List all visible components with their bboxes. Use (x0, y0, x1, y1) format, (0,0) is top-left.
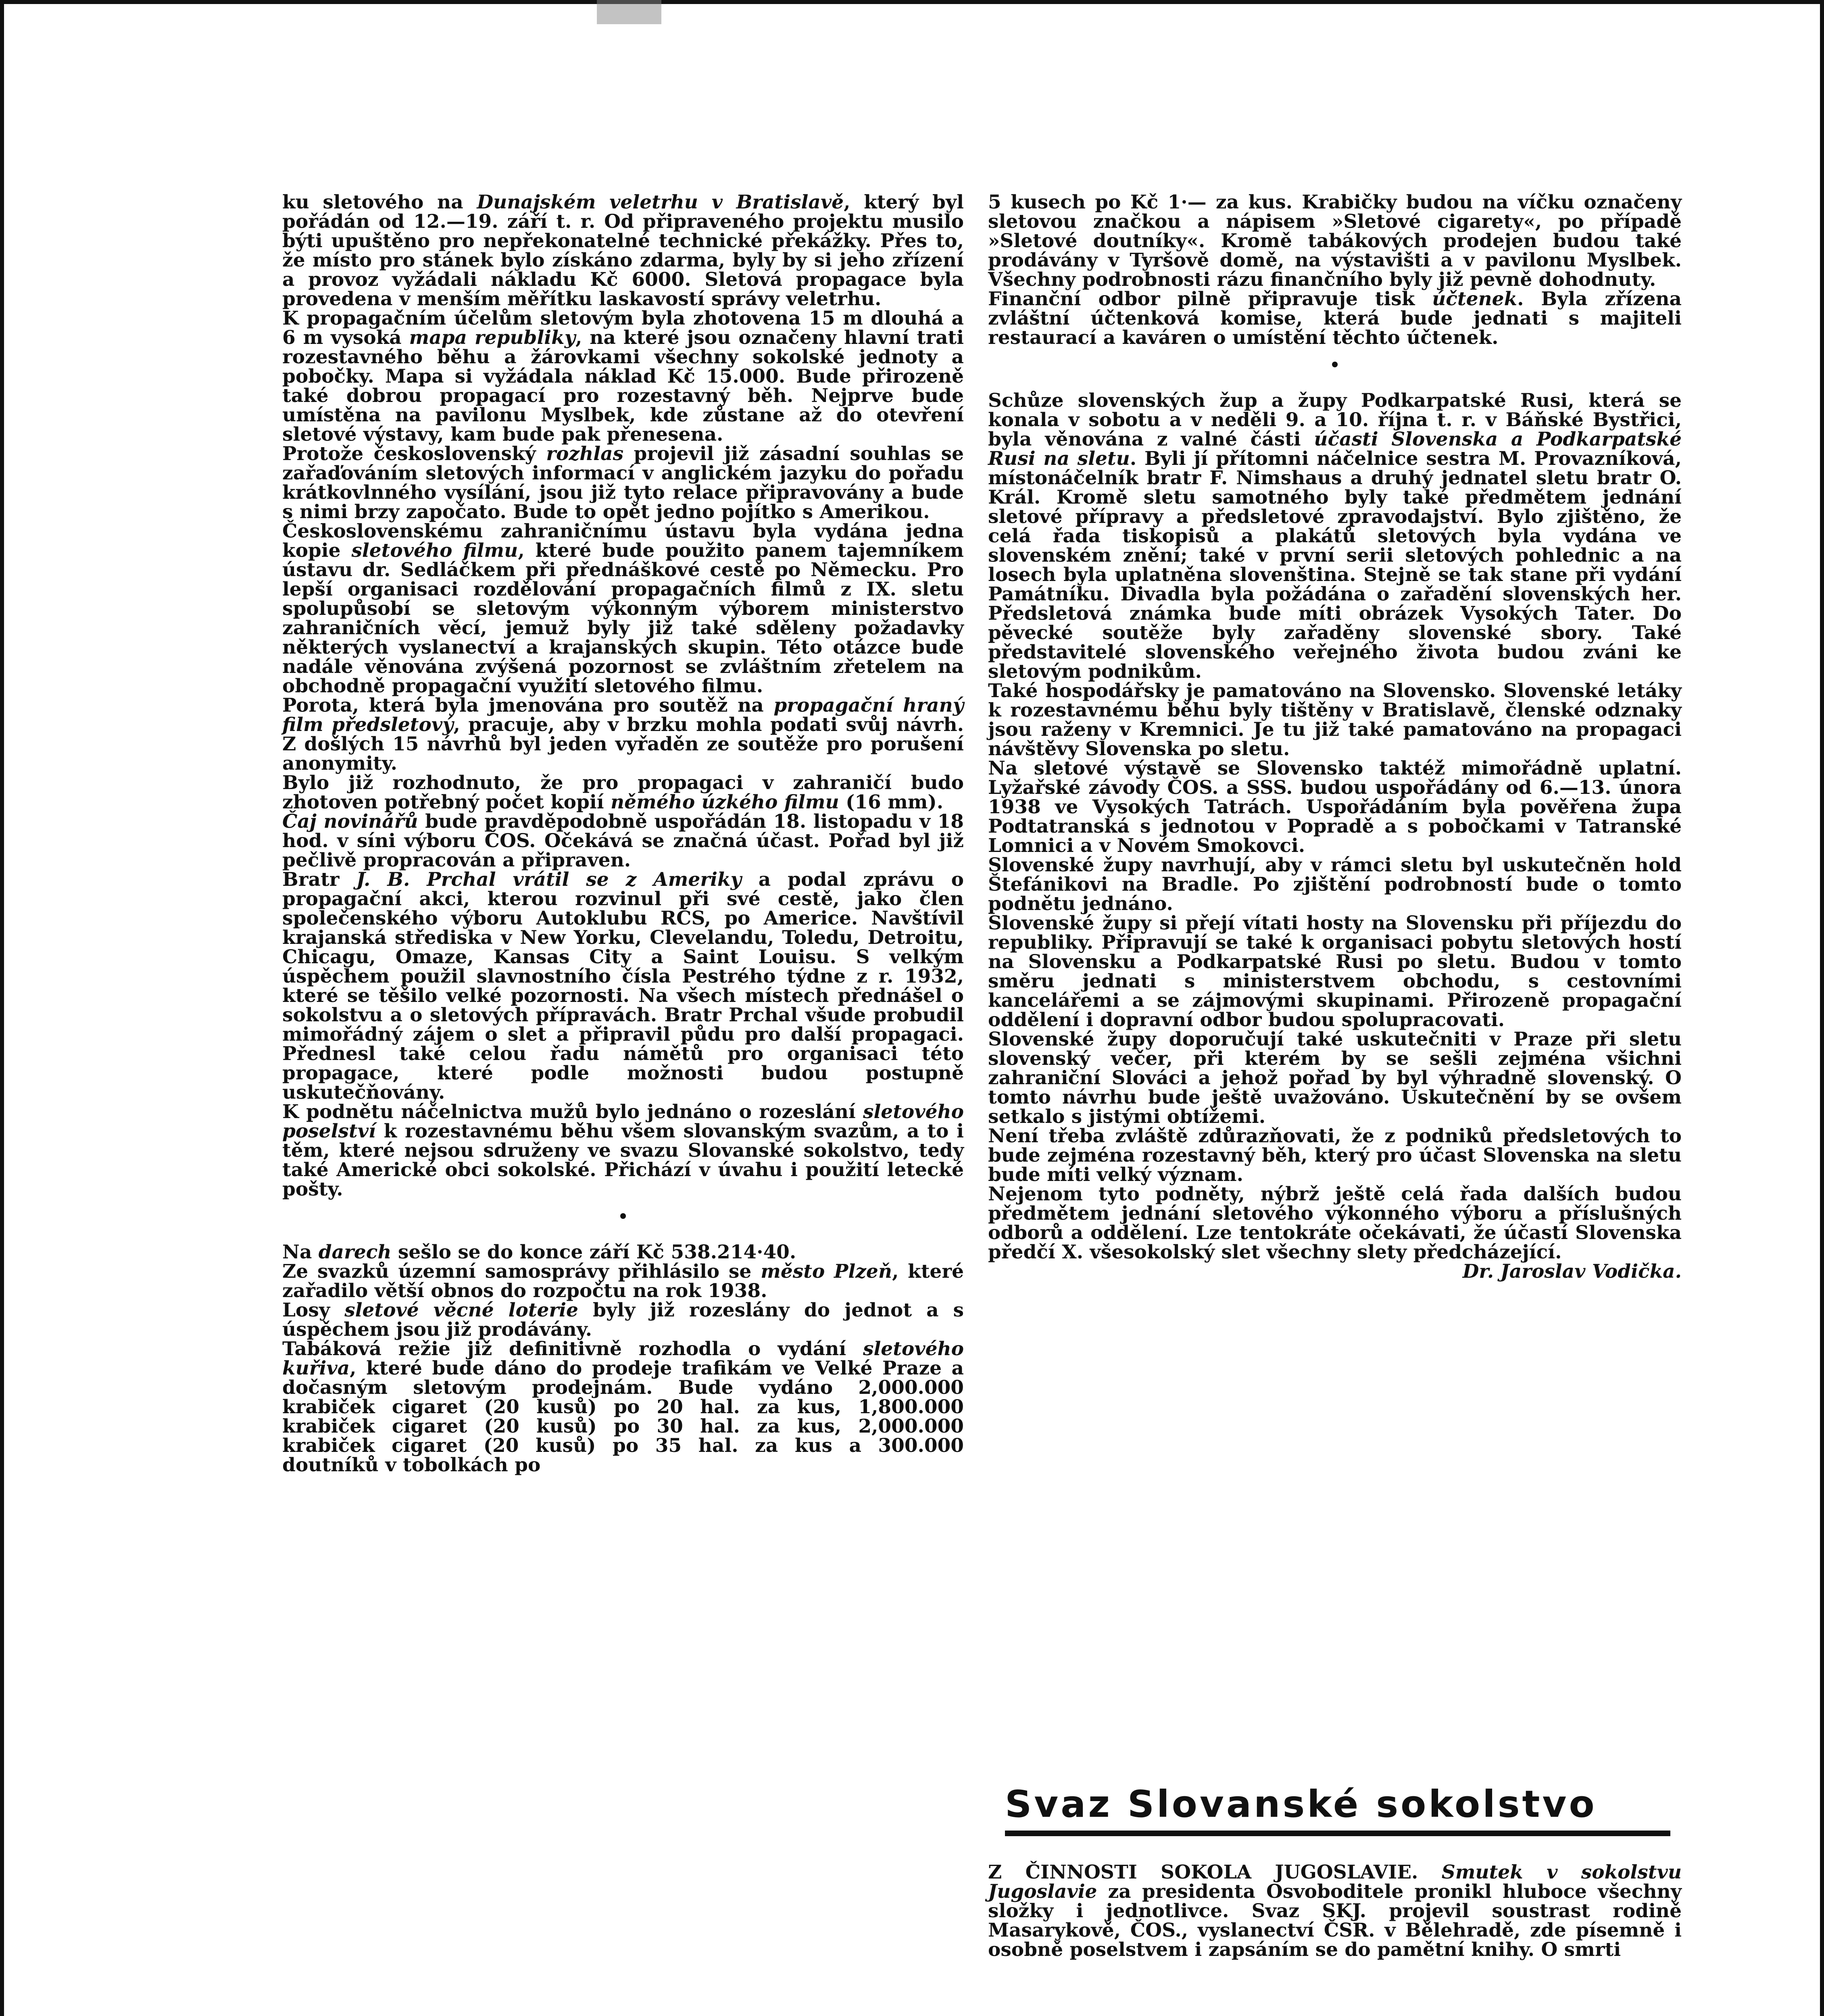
emphasis: sletového poselství (282, 1101, 964, 1142)
left-paragraph: Bratr J. B. Prchal vrátil se z Ameriky a podal zprávu o propagační akci, kterou rozvinul při své cestě, jako člen společenského výboru Autoklubu RČS, po Americe. Navštívil krajanská střediska v New Yorku, Clevelandu, Toledu, Detroitu, Chicagu, Omaze, Kansas City a Saint Louisu. S velkým úspěchem použil slavnostního čísla Pestrého týdne z r. 1932, které se těšilo velké pozornosti. Na všech místech přednášel o sokolstvu a o sletových přípravách. Bratr Prchal všude probudil mimořádný zájem o slet a připravil půdu pro další propagaci. Přednesl také celou řadu námětů pro organisaci této propagace, které podle možnosti budou postupně uskutečňovány. (282, 868, 964, 1104)
left-paragraph: ku sletového na Dunajském veletrhu v Bratislavě, který byl pořádán od 12.—19. září t. r. Od připraveného projektu musilo býti upuštěno pro nepřekonatelné technické překážky. Přes to, že místo pro stánek bylo získáno zdarma, byly by si jeho zřízení a provoz vyžádali nákladu Kč 6000. Sletová propagace byla provedena v menším měřítku laskavostí správy veletrhu. (282, 191, 964, 310)
right-paragraph: Slovenské župy doporučují také uskutečniti v Praze při sletu slovenský večer, při kterém by se sešli zejména všichni zahraniční Slováci a jehož pořad by byl výhradně slovenský. O tomto návrhu bude ještě uvažováno. Uskutečnění by se ovšem setkalo s jistými obtížemi. (988, 1028, 1682, 1128)
right-paragraph: Slovenské župy si přejí vítati hosty na Slovensku při příjezdu do republiky. Připravují se také k organisaci pobytu sletových hostí na Slovensku a Podkarpatské Rusi po sletu. Budou v tomto směru jednati s ministerstvem obchodu, s cestovními kancelářemi a se zájmovými skupinami. Přirozeně propagační oddělení i dopravní odbor budou spolupracovati. (988, 912, 1682, 1031)
right-paragraph: Schůze slovenských žup a župy Podkarpatské Rusi, která se konala v sobotu a v neděli 9. a 10. října t. r. v Báňské Bystřici, byla věnována z valné části účasti Slovenska a Podkarpatské Rusi na sletu. Byli jí přítomni náčelnice sestra M. Provazníková, místonáčelník bratr F. Nimshaus a druhý jednatel sletu bratr O. Král. Kromě sletu samotného byly také předmětem jednání sletové přípravy a předsletové zpravodajství. Bylo zjištěno, že celá řada tiskopisů a plakátů sletových byla vydána ve slovenském znění; také v první serii sletových pohlednic a na losech byla uplatněna slovenština. Stejně se tak stane při vydání Památníku. Divadla byla požádána o zařadění slovenských her. Předsletová známka bude míti obrázek Vysokých Tater. Do pěvecké soutěže byly zařaděny slovenské sbory. Také představitelé slovenského veřejného života budou zváni ke sletovým podnikům. (988, 389, 1682, 683)
right-paragraph: Finanční odbor pilně připravuje tisk účtenek. Byla zřízena zvláštní účtenková komise, která bude jednati s majiteli restaurací a kaváren o umístění těchto účtenek. (988, 288, 1682, 349)
left-paragraph: Bylo již rozhodnuto, že pro propagaci v zahraničí budo zhotoven potřebný počet kopií němého úzkého filmu (16 mm). (282, 772, 964, 813)
left-paragraph: Protože československý rozhlas projevil již zásadní souhlas se zařaďováním sletových informací v anglickém jazyku do pořadu krátkovlnného vysílání, jsou již tyto relace připravovány a bude s nimi brzy započato. Bude to opět jedno pojítko s Amerikou. (282, 443, 964, 523)
right-column (988, 193, 1682, 1281)
section-separator: • (1330, 356, 1340, 375)
emphasis: mapa republiky (409, 327, 575, 349)
right-paragraph: Slovenské župy navrhují, aby v rámci sletu byl uskutečněn hold Štefánikovi na Bradle. Po zjištění podrobností bude o tomto podnětu jednáno. (988, 854, 1682, 915)
emphasis: němého úzkého filmu (610, 791, 839, 813)
left-paragraph: Losy sletové věcné loterie byly již rozeslány do jednot a s úspěchem jsou již prodávány. (282, 1299, 964, 1341)
emphasis: darech (318, 1241, 392, 1263)
emphasis: účtenek (1432, 288, 1518, 310)
left-paragraph: Ze svazků územní samosprávy přihlásilo se město Plzeň, které zařadilo větší obnos do rozpočtu na rok 1938. (282, 1260, 964, 1302)
right-paragraph: Na sletové výstavě se Slovensko taktéž mimořádně uplatní. Lyžařské závody ČOS. a SSS. budou uspořádány od 6.—13. února 1938 ve Vysokých Tatrách. Uspořádáním byla pověřena župa Podtatranská s jednotou v Popradě a s pobočkami v Tatranské Lomnici a v Novém Smokovci. (988, 757, 1682, 857)
emphasis: J. B. Prchal vrátil se z Ameriky (356, 868, 742, 891)
left-paragraph: Na darech sešlo se do konce září Kč 538.214·40. (282, 1241, 796, 1263)
section-paragraph: Z ČINNOSTI SOKOLA JUGOSLAVIE. Smutek v sokolstvu Jugoslavie za presidenta Osvoboditele pronikl hluboce všechny složky i jednotlivce. Svaz SKJ. projevil soustrast rodině Masarykově, ČOS., vyslanectví ČSR. v Bělehradě, zde písemně i osobně poselstvem i zapsáním se do pamětní knihy. O smrti (988, 1861, 1682, 1961)
scan-mark-top (597, 0, 661, 24)
emphasis: sletového filmu (351, 539, 518, 562)
emphasis: Smutek v sokolstvu Jugoslavie (988, 1861, 1682, 1903)
section-separator: • (618, 1207, 628, 1226)
emphasis: propagační hraný film předsletový (282, 694, 964, 736)
author-signature: Dr. Jaroslav Vodička. (1462, 1260, 1682, 1283)
section-body (988, 1863, 1682, 1960)
emphasis: město Plzeň (761, 1260, 892, 1283)
emphasis: sletové věcné loterie (344, 1299, 578, 1321)
left-paragraph: Tabáková režie již definitivně rozhodla o vydání sletového kuřiva, které bude dáno do prodeje trafikám ve Velké Praze a dočasným sletovým prodejnám. Bude vydáno 2,000.000 krabiček cigaret (20 kusů) po 20 hal. za kus, 1,800.000 krabiček cigaret (20 kusů) po 30 hal. za kus, 2,000.000 krabiček cigaret (20 kusů) po 35 hal. za kus a 300.000 doutníků v tobolkách po (282, 1338, 964, 1476)
right-paragraph: Také hospodářsky je pamatováno na Slovensko. Slovenské letáky k rozestavnému běhu byly tištěny v Bratislavě, členské odznaky jsou raženy v Kremnici. Je tu již také pamatováno na propagaci návštěvy Slovenska po sletu. (988, 680, 1682, 760)
left-paragraph: K propagačním účelům sletovým byla zhotovena 15 m dlouhá a 6 m vysoká mapa republiky, na které jsou označeny hlavní trati rozestavného běhu a žárovkami všechny sokolské jednoty a pobočky. Mapa si vyžádala náklad Kč 15.000. Bude přirozeně také dobrou propagací pro rozestavný běh. Nejprve bude umístěna na pavilonu Myslbek, kde zůstane až do otevření sletové výstavy, kam bude pak přenesena. (282, 307, 964, 446)
left-paragraph: Porota, která byla jmenována pro soutěž na propagační hraný film předsletový, pracuje, aby v brzku mohla podati svůj návrh. Z došlých 15 návrhů byl jeden vyřaděn ze soutěže pro porušení anonymity. (282, 694, 964, 775)
right-paragraph: Není třeba zvláště zdůrazňovati, že z podniků předsletových to bude zejména rozestavný běh, který pro účast Slovenska na sletu bude míti velký význam. (988, 1125, 1682, 1186)
left-paragraph: Československému zahraničnímu ústavu byla vydána jedna kopie sletového filmu, které bude použito panem tajemníkem ústavu dr. Sedláčkem při přednáškové cestě po Německu. Pro lepší organisaci rozdělování propagačních filmů z IX. sletu spolupůsobí se sletovým výkonným výborem ministerstvo zahraničních věcí, jemuž byly již také sděleny požadavky některých vyslanectví a krajanských skupin. Této otázce bude nadále věnována zvýšená pozornost se zvláštním zřetelem na obchodně propagační využití sletového filmu. (282, 520, 964, 697)
left-paragraph: Čaj novinářů bude pravděpodobně uspořádán 18. listopadu v 18 hod. v síni výboru ČOS. Očekává se značná účast. Pořad byl již pečlivě propracován a připraven. (282, 810, 964, 871)
right-paragraph: 5 kusech po Kč 1·— za kus. Krabičky budou na víčku označeny sletovou značkou a nápisem »Sletové cigarety«, po případě »Sletové doutníky«. Kromě tabákových prodejen budou také prodávány v Tyršově domě, na výstavišti a v pavilonu Myslbek. Všechny podrobnosti rázu finančního byly již pevně dohodnuty. (988, 191, 1682, 291)
emphasis: rozhlas (546, 443, 624, 465)
left-paragraph: K podnětu náčelnictva mužů bylo jednáno o rozeslání sletového poselství k rozestavnému běhu všem slovanským svazům, a to i těm, které nejsou sdruženy ve svazu Slovanské sokolstvo, tedy také Americké obci sokolské. Přichází v úvahu i použití letecké pošty. (282, 1101, 964, 1200)
emphasis: sletového kuřiva (282, 1338, 964, 1379)
right-paragraph: Nejenom tyto podněty, nýbrž ještě celá řada dalších budou předmětem jednání sletového výkonného výboru a příslušných odborů a oddělení. Lze tentokráte očekávati, že účastí Slovenska předčí X. všesokolský slet všechny slety předcházející. (988, 1183, 1682, 1263)
emphasis: Dunajském veletrhu v Bratislavě (477, 191, 844, 213)
emphasis: účasti Slovenska a Podkarpatské Rusi na sletu (988, 428, 1682, 470)
section-heading: Svaz Slovanské sokolstvo (1005, 1782, 1670, 1836)
emphasis: Čaj novinářů (282, 810, 418, 833)
left-column (282, 193, 964, 1475)
